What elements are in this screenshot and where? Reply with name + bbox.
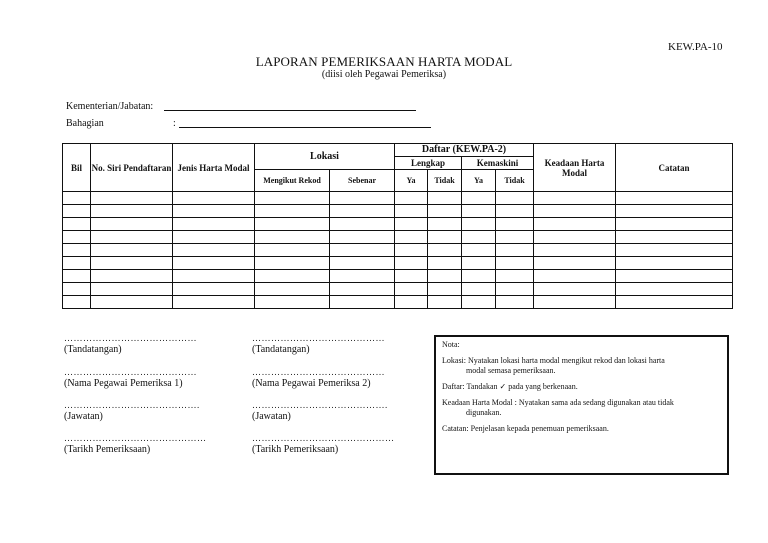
table-cell[interactable] — [462, 231, 496, 244]
table-cell[interactable] — [63, 244, 91, 257]
table-cell[interactable] — [395, 283, 428, 296]
table-cell[interactable] — [428, 270, 462, 283]
table-cell[interactable] — [496, 231, 534, 244]
note-lokasi-cont: modal semasa pemeriksaan. — [466, 366, 556, 375]
table-cell[interactable] — [395, 244, 428, 257]
date-2-dots[interactable]: ……………………………………… — [252, 433, 395, 443]
asset-inspection-table — [62, 143, 733, 309]
table-row — [63, 296, 733, 309]
table-cell[interactable] — [616, 257, 733, 270]
date-1-dots[interactable]: ……………………………………… — [64, 433, 207, 443]
date-1-label: (Tarikh Pemeriksaan) — [64, 444, 151, 455]
ministry-field-line[interactable] — [164, 110, 416, 111]
table-cell[interactable] — [330, 244, 395, 257]
header-keadaan: Keadaan Harta Modal — [534, 144, 616, 192]
table-cell[interactable] — [91, 257, 173, 270]
table-cell[interactable] — [63, 296, 91, 309]
table-cell[interactable] — [616, 270, 733, 283]
signature-2-label: (Tandatangan) — [252, 344, 310, 355]
table-cell[interactable] — [330, 270, 395, 283]
note-lokasi: Lokasi: Nyatakan lokasi harta modal mengikut rekod dan lokasi harta — [442, 356, 665, 365]
table-cell[interactable] — [330, 283, 395, 296]
header-daftar: Daftar (KEW.PA-2) — [395, 144, 534, 157]
table-cell[interactable] — [330, 205, 395, 218]
section-field-line[interactable] — [179, 127, 431, 128]
section-label: Bahagian — [66, 118, 104, 129]
name-2-dots[interactable]: …………………………………… — [252, 367, 385, 377]
table-cell[interactable] — [462, 270, 496, 283]
table-cell[interactable] — [496, 257, 534, 270]
table-cell[interactable] — [462, 218, 496, 231]
table-row — [63, 244, 733, 257]
ministry-label: Kementerian/Jabatan: — [66, 101, 154, 112]
position-2-label: (Jawatan) — [252, 411, 291, 422]
table-cell[interactable] — [428, 218, 462, 231]
header-jenis-harta: Jenis Harta Modal — [173, 144, 255, 192]
table-cell[interactable] — [616, 231, 733, 244]
table-cell[interactable] — [63, 283, 91, 296]
table-cell[interactable] — [534, 218, 616, 231]
table-cell[interactable] — [63, 192, 91, 205]
header-lengkap-ya: Ya — [395, 170, 428, 192]
table-row — [63, 283, 733, 296]
table-cell[interactable] — [534, 205, 616, 218]
table-cell[interactable] — [616, 296, 733, 309]
table-row — [63, 270, 733, 283]
name-1-dots[interactable]: …………………………………… — [64, 367, 197, 377]
table-cell[interactable] — [255, 192, 330, 205]
header-kemaskini-ya: Ya — [462, 170, 496, 192]
table-cell[interactable] — [616, 244, 733, 257]
table-cell[interactable] — [255, 296, 330, 309]
table-cell[interactable] — [395, 231, 428, 244]
table-cell[interactable] — [395, 270, 428, 283]
header-sebenar: Sebenar — [330, 170, 395, 192]
report-subtitle: (diisi oleh Pegawai Pemeriksa) — [321, 69, 447, 80]
table-body — [63, 192, 733, 309]
table-row — [63, 205, 733, 218]
header-mengikut-rekod: Mengikut Rekod — [255, 170, 330, 192]
table-row — [63, 192, 733, 205]
table-cell[interactable] — [255, 244, 330, 257]
table-cell[interactable] — [91, 244, 173, 257]
header-bil: Bil — [63, 144, 91, 192]
note-daftar: Daftar: Tandakan ✓ pada yang berkenaan. — [442, 382, 578, 391]
header-kemaskini-tidak: Tidak — [496, 170, 534, 192]
table-cell[interactable] — [616, 192, 733, 205]
table-cell[interactable] — [534, 257, 616, 270]
table-cell[interactable] — [395, 257, 428, 270]
section-colon: : — [173, 118, 176, 129]
name-2-label: (Nama Pegawai Pemeriksa 2) — [252, 378, 371, 389]
table-cell[interactable] — [534, 270, 616, 283]
table-cell[interactable] — [395, 296, 428, 309]
note-catatan: Catatan: Penjelasan kepada penemuan pemeriksaan. — [442, 424, 609, 433]
table-row — [63, 257, 733, 270]
date-2-label: (Tarikh Pemeriksaan) — [252, 444, 339, 455]
table-cell[interactable] — [91, 205, 173, 218]
table-cell[interactable] — [428, 257, 462, 270]
note-keadaan-cont: digunakan. — [466, 408, 502, 417]
table-cell[interactable] — [428, 283, 462, 296]
header-lengkap-tidak: Tidak — [428, 170, 462, 192]
table-cell[interactable] — [173, 218, 255, 231]
table-cell[interactable] — [428, 205, 462, 218]
table-cell[interactable] — [91, 192, 173, 205]
table-cell[interactable] — [496, 270, 534, 283]
notes-heading: Nota: — [442, 340, 460, 349]
table-cell[interactable] — [462, 283, 496, 296]
table-cell[interactable] — [534, 231, 616, 244]
table-cell[interactable] — [428, 244, 462, 257]
form-code: KEW.PA-10 — [668, 41, 723, 53]
table-cell[interactable] — [91, 296, 173, 309]
table-cell[interactable] — [534, 244, 616, 257]
table-cell[interactable] — [395, 205, 428, 218]
table-cell[interactable] — [462, 257, 496, 270]
header-lengkap: Lengkap — [395, 157, 462, 170]
table-cell[interactable] — [255, 257, 330, 270]
signature-1-label: (Tandatangan) — [64, 344, 122, 355]
table-cell[interactable] — [173, 270, 255, 283]
table-cell[interactable] — [173, 257, 255, 270]
table-cell[interactable] — [462, 205, 496, 218]
table-cell[interactable] — [63, 257, 91, 270]
note-keadaan: Keadaan Harta Modal : Nyatakan sama ada sedang digunakan atau tidak — [442, 398, 674, 407]
table-cell[interactable] — [462, 244, 496, 257]
table-cell[interactable] — [255, 283, 330, 296]
table-cell[interactable] — [330, 218, 395, 231]
table-cell[interactable] — [63, 270, 91, 283]
table-row — [63, 231, 733, 244]
table-cell[interactable] — [496, 205, 534, 218]
header-no-siri: No. Siri Pendaftaran — [91, 144, 173, 192]
table-cell[interactable] — [395, 192, 428, 205]
table-cell[interactable] — [255, 218, 330, 231]
header-catatan: Catatan — [616, 144, 733, 192]
table-cell[interactable] — [496, 244, 534, 257]
table-row — [63, 218, 733, 231]
table-cell[interactable] — [616, 283, 733, 296]
header-lokasi: Lokasi — [255, 144, 395, 170]
table-cell[interactable] — [63, 231, 91, 244]
table-cell[interactable] — [91, 218, 173, 231]
table-cell[interactable] — [428, 192, 462, 205]
table-cell[interactable] — [330, 296, 395, 309]
table-cell[interactable] — [428, 231, 462, 244]
signature-1-dots[interactable]: …………………………………… — [64, 333, 197, 343]
table-cell[interactable] — [534, 192, 616, 205]
table-cell[interactable] — [173, 205, 255, 218]
signature-2-dots[interactable]: …………………………………… — [252, 333, 385, 343]
table-cell[interactable] — [173, 296, 255, 309]
table-cell[interactable] — [330, 257, 395, 270]
table-cell[interactable] — [428, 296, 462, 309]
table-cell[interactable] — [91, 231, 173, 244]
table-cell[interactable] — [255, 205, 330, 218]
name-1-label: (Nama Pegawai Pemeriksa 1) — [64, 378, 183, 389]
notes-box — [434, 335, 729, 475]
table-cell[interactable] — [91, 283, 173, 296]
table-cell[interactable] — [496, 218, 534, 231]
position-2-dots[interactable]: ……………………………………. — [252, 400, 388, 410]
table-cell[interactable] — [616, 205, 733, 218]
header-kemaskini: Kemaskini — [462, 157, 534, 170]
table-cell[interactable] — [534, 283, 616, 296]
table-cell[interactable] — [496, 283, 534, 296]
table-cell[interactable] — [330, 231, 395, 244]
position-1-dots[interactable]: ……………………………………. — [64, 400, 200, 410]
report-title: LAPORAN PEMERIKSAAN HARTA MODAL — [255, 54, 513, 69]
table-cell[interactable] — [496, 192, 534, 205]
table-cell[interactable] — [255, 231, 330, 244]
table-cell[interactable] — [462, 296, 496, 309]
table-cell[interactable] — [330, 192, 395, 205]
table-cell[interactable] — [173, 283, 255, 296]
table-cell[interactable] — [395, 218, 428, 231]
table-cell[interactable] — [496, 296, 534, 309]
table-cell[interactable] — [63, 205, 91, 218]
table-cell[interactable] — [616, 218, 733, 231]
table-cell[interactable] — [462, 192, 496, 205]
table-cell[interactable] — [173, 231, 255, 244]
table-cell[interactable] — [63, 218, 91, 231]
table-cell[interactable] — [173, 244, 255, 257]
position-1-label: (Jawatan) — [64, 411, 103, 422]
table-cell[interactable] — [91, 270, 173, 283]
table-cell[interactable] — [534, 296, 616, 309]
table-cell[interactable] — [173, 192, 255, 205]
table-cell[interactable] — [255, 270, 330, 283]
